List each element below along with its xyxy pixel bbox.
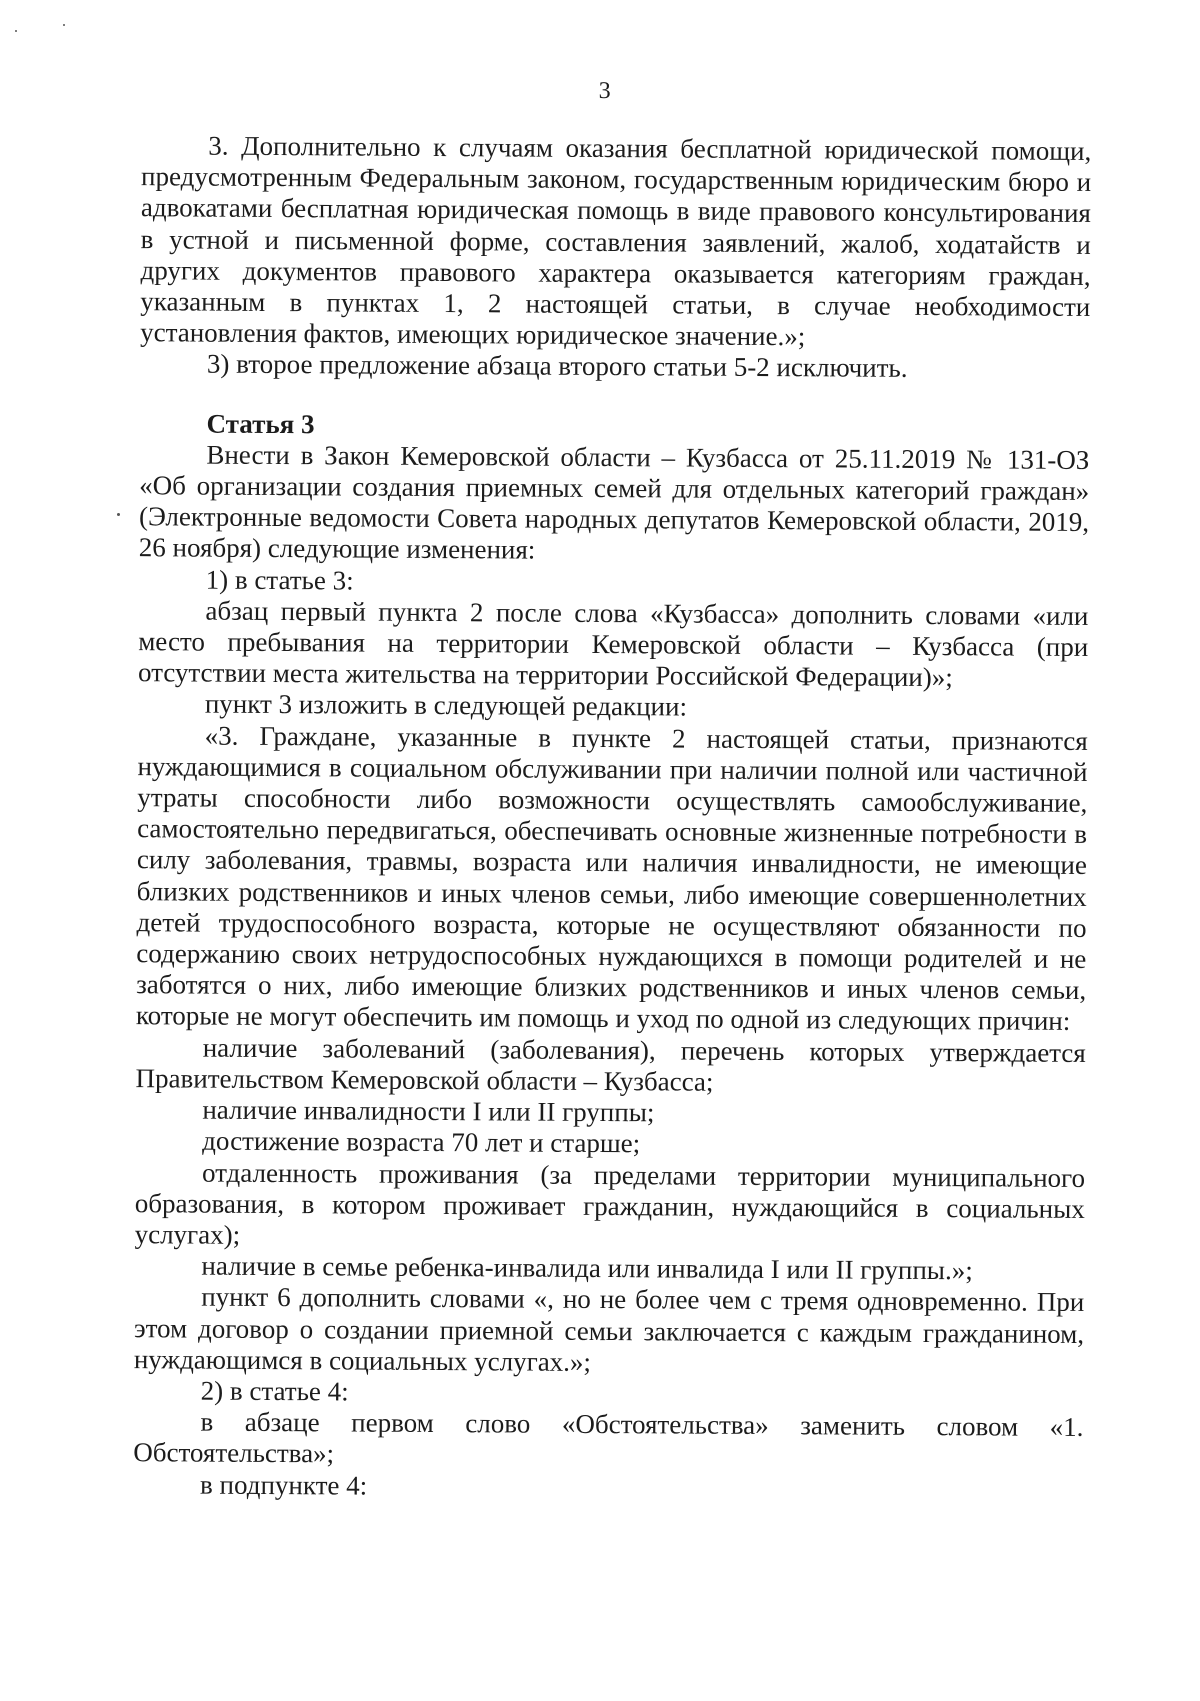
- scan-speck: [15, 30, 17, 32]
- document-body: [133, 130, 1091, 1506]
- paragraph: 1) в статье 3:: [205, 564, 354, 596]
- paragraph: достижение возраста 70 лет и старше;: [202, 1125, 641, 1159]
- paragraph: Внести в Закон Кемеровской области – Кузбасса от 25.11.2019 № 131-ОЗ «Об организации создания приемных семей для отдельных категорий граждан» (Электронные ведомости Совета народных депутатов Кемеровской области, 2019, 26 ноября) следующие изменения:: [138, 439, 1090, 566]
- paragraph: в подпункте 4:: [200, 1469, 368, 1501]
- paragraph: пункт 6 дополнить словами «, но не более чем с тремя одновременно. При этом договор о создании приемной семьи заключается с каждым гражданином, нуждающимся в социальных услугах.»;: [133, 1281, 1085, 1377]
- paragraph: наличие в семье ребенка-инвалида или инвалида I или II группы.»;: [201, 1250, 973, 1286]
- article-heading: Статья 3: [206, 408, 315, 439]
- page-number: 3: [598, 77, 611, 105]
- paragraph: отдаленность проживания (за пределами территории муниципального образования, в котором проживает гражданин, нуждающийся в социальных услугах);: [134, 1157, 1086, 1250]
- paragraph: «3. Граждане, указанные в пункте 2 настоящей статьи, признаются нуждающимися в социальном обслуживании при наличии полной или частичной утраты способности либо возможности осуществлять самообслуживание, самостоятельно передвигаться, обеспечивать основные жизненные потребности в силу заболевания, травмы, возраста или наличия инвалидности, не имеющие близких родственников и иных членов семьи, либо имеющие совершеннолетних детей трудоспособного возраста, которые не осуществляют обязанности по содержанию своих нетрудоспособных нуждающихся в помощи родителей и не заботятся о них, либо имеющие близких родственников и иных членов семьи, которые не могут обеспечить им помощь и уход по одной из следующих причин:: [135, 720, 1088, 1037]
- paragraph: 3) второе предложение абзаца второго статьи 5-2 исключить.: [206, 349, 908, 384]
- paragraph: 3. Дополнительно к случаям оказания бесплатной юридической помощи, предусмотренным Федеральным законом, государственным юридическим бюро и адвокатами бесплатная юридическая помощь в виде правового консультирования в устной и письменной форме, составления заявлений, жалоб, ходатайств и других документов правового характера оказывается категориям граждан, указанным в пунктах 1, 2 настоящей статьи, в случае необходимости установления фактов, имеющих юридическое значение.»;: [140, 130, 1092, 352]
- paragraph: абзац первый пункта 2 после слова «Кузбасса» дополнить словами «или место пребывания на территории Кемеровской области – Кузбасса (при отсутствии места жительства на территории Российской Федерации)»;: [137, 595, 1089, 693]
- scan-speck: [63, 24, 65, 26]
- paragraph: в абзаце первом слово «Обстоятельства» заменить словом «1. Обстоятельства»;: [133, 1406, 1084, 1469]
- paragraph: 2) в статье 4:: [200, 1375, 349, 1407]
- paragraph: наличие заболеваний (заболевания), перечень которых утверждается Правительством Кемеровской области – Кузбасса;: [135, 1032, 1086, 1097]
- scan-speck: [117, 513, 120, 516]
- paragraph: наличие инвалидности I или II группы;: [202, 1094, 655, 1128]
- paragraph: пункт 3 изложить в следующей редакции:: [204, 689, 688, 722]
